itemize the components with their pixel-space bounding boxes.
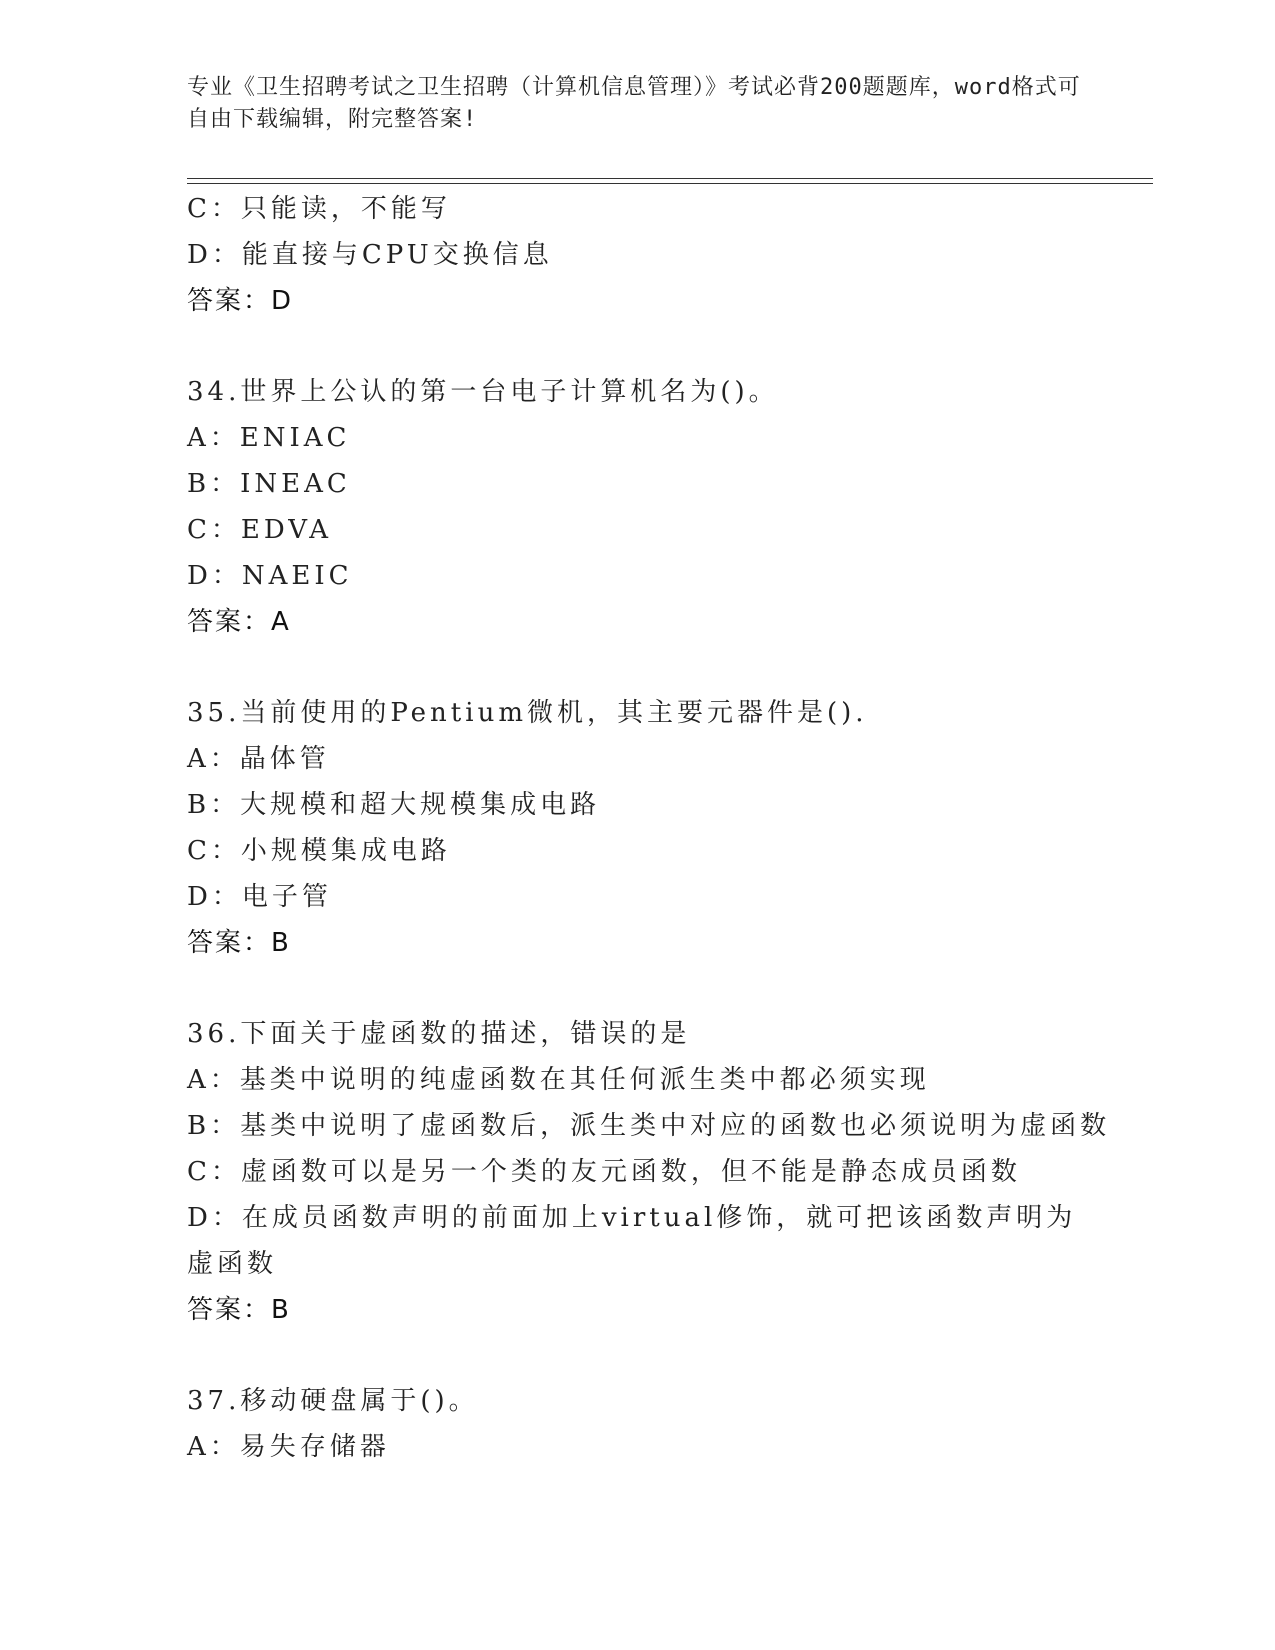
- question-list: [187, 186, 1111, 1470]
- question-stem: 37.移动硬盘属于()。: [187, 1386, 479, 1416]
- question-35: [187, 690, 1087, 966]
- header-divider-top: [187, 178, 1153, 179]
- option-b: B：大规模和超大规模集成电路: [187, 790, 601, 820]
- answer: 答案：B: [187, 1295, 291, 1325]
- answer: 答案：D: [187, 286, 294, 316]
- document-header: 专业《卫生招聘考试之卫生招聘（计算机信息管理）》考试必背200题题库，word格式可自由下载编辑，附完整答案!: [187, 75, 1081, 132]
- question-stem: 34.世界上公认的第一台电子计算机名为()。: [187, 377, 779, 407]
- option-d: D：能直接与CPU交换信息: [187, 240, 553, 270]
- option-b: B：INEAC: [187, 469, 351, 499]
- answer: 答案：B: [187, 928, 291, 958]
- option-c: C：小规模集成电路: [187, 836, 451, 866]
- option-c: C：虚函数可以是另一个类的友元函数，但不能是静态成员函数: [187, 1157, 1021, 1187]
- option-a: A：晶体管: [187, 744, 330, 774]
- option-a: A：基类中说明的纯虚函数在其任何派生类中都必须实现: [187, 1065, 930, 1095]
- question-36: [187, 1011, 1111, 1333]
- option-d: D：NAEIC: [187, 561, 353, 591]
- option-a: A：ENIAC: [187, 423, 351, 453]
- question-stem: 35.当前使用的Pentium微机，其主要元器件是().: [187, 698, 868, 728]
- question-34: [187, 369, 1087, 645]
- option-b: B：基类中说明了虚函数后，派生类中对应的函数也必须说明为虚函数: [187, 1111, 1111, 1141]
- option-d: D：在成员函数声明的前面加上virtual修饰，就可把该函数声明为虚函数: [187, 1203, 1077, 1279]
- option-d: D：电子管: [187, 882, 332, 912]
- question-stem: 36.下面关于虚函数的描述，错误的是: [187, 1019, 691, 1049]
- option-c: C：只能读，不能写: [187, 194, 451, 224]
- option-a: A：易失存储器: [187, 1432, 390, 1462]
- header-divider-bottom: [187, 183, 1153, 184]
- option-c: C：EDVA: [187, 515, 333, 545]
- question-37: [187, 1378, 1087, 1470]
- answer: 答案：A: [187, 607, 291, 637]
- question-fragment: [187, 186, 1087, 324]
